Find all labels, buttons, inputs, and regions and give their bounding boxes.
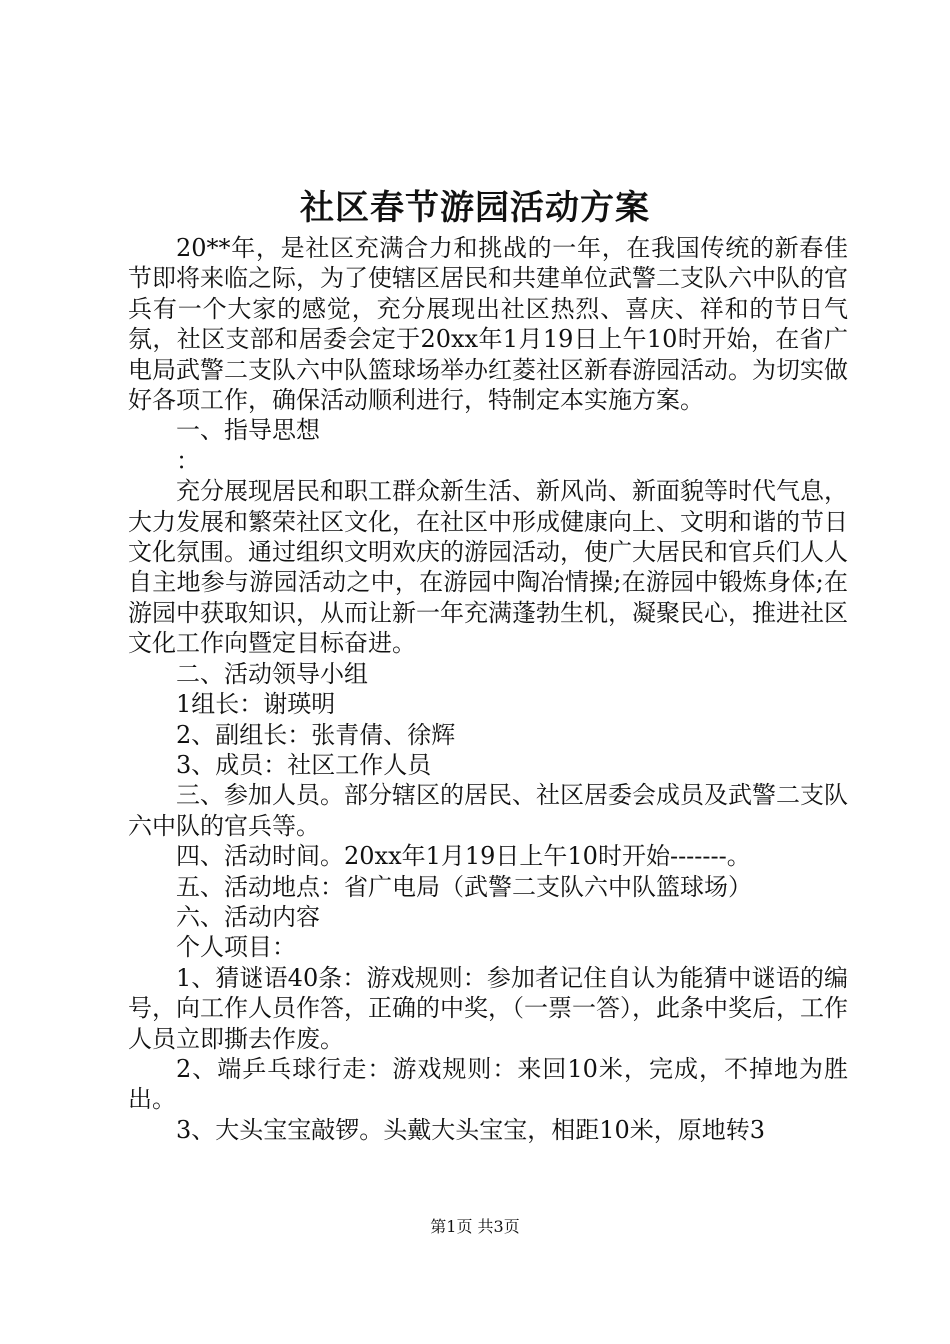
list-item-leader: 1组长：谢瑛明 [176, 690, 336, 719]
list-item-ping-pong-walk: 2、端乒乓球行走：游戏规则：来回10米，完成，不掉地为胜出。 [128, 1054, 848, 1114]
heading-activity-content: 六、活动内容 [176, 902, 320, 931]
list-item-riddles: 1、猜谜语40条：游戏规则：参加者记住自认为能猜中谜语的编号，向工作人员作答，正确的中奖，（一票一答），此条中奖后，工作人员立即撕去作废。 [128, 963, 848, 1053]
heading-leadership-group: 二、活动领导小组 [176, 659, 368, 688]
paragraph-activity-location: 五、活动地点：省广电局（武警二支队六中队篮球场） [176, 872, 752, 901]
paragraph-colon: ： [176, 446, 200, 475]
document-body [128, 233, 848, 1145]
document-title: 社区春节游园活动方案 [300, 188, 650, 228]
paragraph-intro: 20**年，是社区充满合力和挑战的一年，在我国传统的新春佳节即将来临之际，为了使辖区居民和共建单位武警二支队六中队的官兵有一个大家的感觉，充分展现出社区热烈、喜庆、祥和的节日气氛，社区支部和居委会定于20xx年1月19日上午10时开始，在省广电局武警二支队六中队篮球场举办红菱社区新春游园活动。为切实做好各项工作，确保活动顺利进行，特制定本实施方案。 [128, 234, 848, 415]
list-item-deputy-leader: 2、副组长：张青倩、徐辉 [176, 720, 456, 749]
paragraph-participants: 三、参加人员。部分辖区的居民、社区居委会成员及武警二支队六中队的官兵等。 [128, 781, 848, 840]
heading-guiding-ideology: 一、指导思想 [176, 416, 320, 445]
page-footer: 第1页 共3页 [430, 1217, 520, 1236]
heading-individual-items: 个人项目： [176, 933, 296, 962]
paragraph-guiding-ideology: 充分展现居民和职工群众新生活、新风尚、新面貌等时代气息，大力发展和繁荣社区文化，在社区中形成健康向上、文明和谐的节日文化氛围。通过组织文明欢庆的游园活动，使广大居民和官兵们人人自主地参与游园活动之中，在游园中陶冶情操;在游园中锻炼身体;在游园中获取知识，从而让新一年充满蓬勃生机，凝聚民心，推进社区文化工作向暨定目标奋进。 [128, 477, 848, 658]
list-item-members: 3、成员：社区工作人员 [176, 750, 432, 779]
paragraph-activity-time: 四、活动时间。20xx年1月19日上午10时开始-------。 [176, 842, 751, 871]
list-item-big-head-gong: 3、大头宝宝敲锣。头戴大头宝宝，相距10米，原地转3 [176, 1115, 766, 1144]
